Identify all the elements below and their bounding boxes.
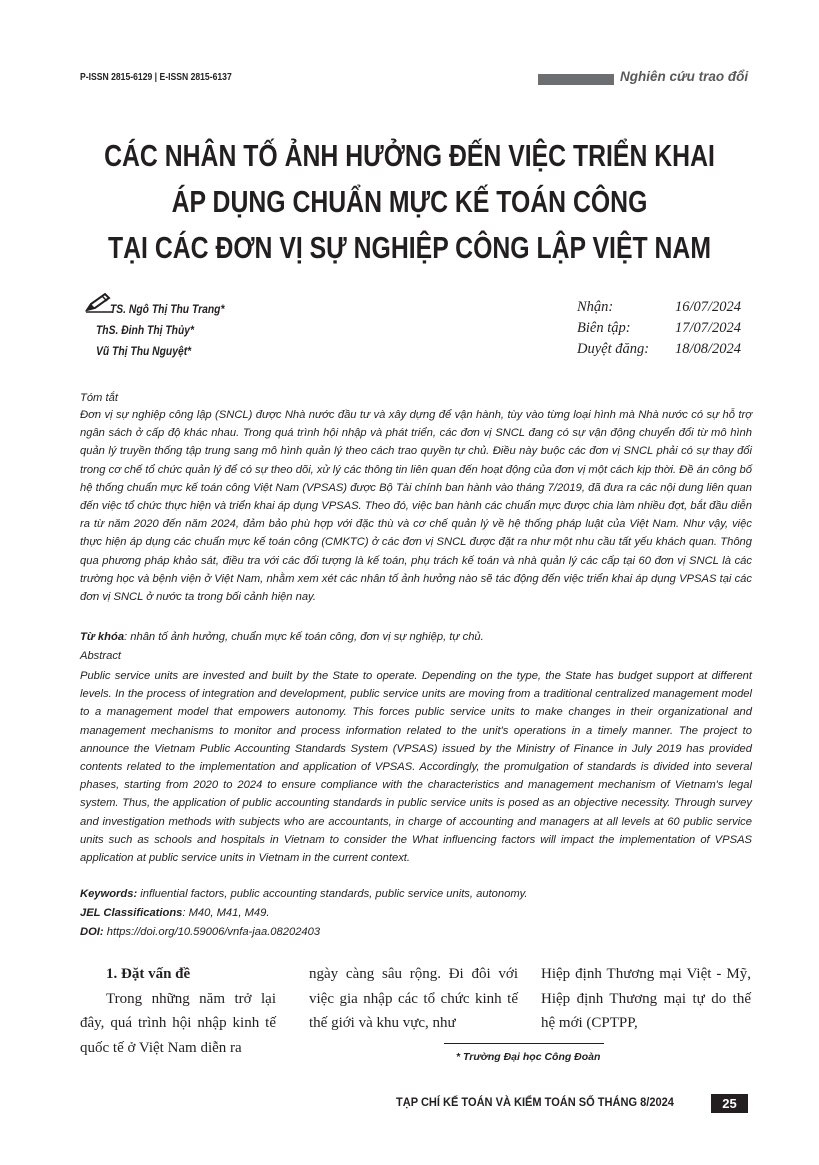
paragraph: ngày càng sâu rộng. Đi đôi với việc gia nhập các tổ chức kinh tế thế giới và khu vực, như bbox=[309, 966, 518, 1031]
section-heading: 1. Đặt vấn đề bbox=[106, 966, 191, 982]
footnote-divider bbox=[444, 1043, 604, 1044]
abstract-heading: Abstract bbox=[80, 650, 122, 662]
publication-dates bbox=[577, 297, 741, 360]
date-edited: Biên tập: 17/07/2024 bbox=[577, 320, 742, 336]
abstract-text: Public service units are invested and built by the State to operate. Depending on the type, the State has budget support at different levels. In the process of integration and development, public service units are moving from a traditional centralized management model to a management model that empowers autonomy. This forces public service units to make changes in their organizational and management mechanisms to monitor and process information related to the unit's operations in a timely manner. The project to announce the Vietnam Public Accounting Standards System (VPSAS) issued by the Ministry of Finance in July 2019 has provided contents related to the implementation and application of VPSAS. Accordingly, the promulgation of standards is divided into several phases, starting from 2020 to 2024 to ensure compliance with the characteristics and management mechanism of Vietnam's legal system. Thus, the application of public accounting standards in public service units is posed as an objective necessity. Through survey and investigation methods with subjects who are accountants, in charge of accounting and managers at all levels at 60 public service units such as schools and hospitals in Vietnam to consider the What influencing factors will impact the implementation of VPSAS application at public service units in Vietnam in the current context. bbox=[80, 670, 752, 865]
body-column-3 bbox=[541, 962, 751, 1036]
page-number: 25 bbox=[711, 1094, 748, 1113]
section-label: Nghiên cứu trao đổi bbox=[620, 69, 749, 84]
author-1: TS. Ngô Thị Thu Trang* bbox=[110, 302, 225, 316]
keywords-vi: Từ khóa: nhân tố ảnh hưởng, chuẩn mực kế toán công, đơn vị sự nghiệp, tự chủ. bbox=[80, 631, 484, 643]
jel-classifications: JEL Classifications: M40, M41, M49. bbox=[80, 907, 270, 919]
header-bar bbox=[538, 74, 614, 85]
date-received: Nhận: 16/07/2024 bbox=[577, 299, 742, 315]
body-column-2 bbox=[309, 962, 518, 1036]
summary-text: Đơn vị sự nghiệp công lập (SNCL) được Nhà nước đầu tư và xây dựng để vận hành, tùy vào từng loại hình mà Nhà nước có sự hỗ trợ ngân sách ở cấp độ khác nhau. Trong quá trình hội nhập và phát triển, các đơn vị SNCL đang có sự vận động chuyển đổi từ mô hình quản lý truyền thống tập trung sang mô hình quản lý theo cách trao quyền tự chủ. Điều này buộc các đơn vị SNCL phải có sự thay đổi trong cơ chế tổ chức quản lý để có sự theo dõi, xử lý các thông tin liên quan đến hoạt động của đơn vị một cách kịp thời. Đề án công bố hệ thống chuẩn mực kế toán công Việt Nam (VPSAS) được Bộ Tài chính ban hành vào tháng 7/2019, đã đưa ra các nội dung liên quan đến việc tổ chức thực hiện và triển khai áp dụng VPSAS. Theo đó, việc ban hành các chuẩn mực được chia làm nhiều đợt, bắt đầu diễn ra từ năm 2020 đến năm 2024, đảm bảo phù hợp với đặc thù và cơ chế quản lý về hệ thống pháp luật của Việt Nam. Như vậy, việc thực hiện áp dụng các chuẩn mực kế toán công (CMKTC) ở các đơn vị SNCL được đặt ra như một nhu cầu tất yếu khách quan. Thông qua phương pháp khảo sát, điều tra với các đối tượng là kế toán, phụ trách kế toán và nhà quản lý các cấp tại 60 đơn vị SNCL là các trường học và bệnh viện ở Việt Nam, nhằm xem xét các nhân tố ảnh hưởng nào sẽ tác động đến việc triển khai áp dụng VPSAS tại các đơn vị SNCL ở nước ta trong bối cảnh hiện nay. bbox=[80, 409, 752, 604]
keywords-en: Keywords: influential factors, public accounting standards, public service units, autonomy. bbox=[80, 888, 528, 900]
title-line-2: ÁP DỤNG CHUẨN MỰC KẾ TOÁN CÔNG bbox=[171, 184, 648, 219]
summary-heading: Tóm tắt bbox=[80, 392, 118, 404]
doi: DOI: https://doi.org/10.59006/vnfa-jaa.08202403 bbox=[80, 926, 321, 938]
author-3: Vũ Thị Thu Nguyệt* bbox=[96, 344, 192, 358]
body-column-1 bbox=[80, 962, 276, 1060]
issn-line: P-ISSN 2815-6129 | E-ISSN 2815-6137 bbox=[80, 71, 232, 83]
date-accepted: Duyệt đăng: 18/08/2024 bbox=[577, 341, 742, 357]
title-line-1: CÁC NHÂN TỐ ẢNH HƯỞNG ĐẾN VIỆC TRIỂN KHAI bbox=[104, 138, 715, 173]
paragraph: Trong những năm trở lại đây, quá trình hội nhập kinh tế quốc tế ở Việt Nam diễn ra bbox=[80, 990, 276, 1056]
author-list bbox=[96, 299, 243, 362]
journal-name: TẠP CHÍ KẾ TOÁN VÀ KIỂM TOÁN SỐ THÁNG 8/2024 bbox=[396, 1095, 674, 1109]
affiliation-footnote: * Trường Đại học Công Đoàn bbox=[456, 1051, 601, 1063]
author-2: ThS. Đinh Thị Thủy* bbox=[96, 323, 195, 337]
doi-link[interactable]: https://doi.org/10.59006/vnfa-jaa.08202403 bbox=[103, 926, 321, 938]
title-line-3: TẠI CÁC ĐƠN VỊ SỰ NGHIỆP CÔNG LẬP VIỆT NAM bbox=[107, 230, 711, 265]
paragraph: Hiệp định Thương mại Việt - Mỹ, Hiệp định Thương mại tự do thế hệ mới (CPTPP, bbox=[541, 966, 751, 1031]
pen-icon bbox=[85, 291, 113, 313]
article-title bbox=[0, 133, 819, 271]
